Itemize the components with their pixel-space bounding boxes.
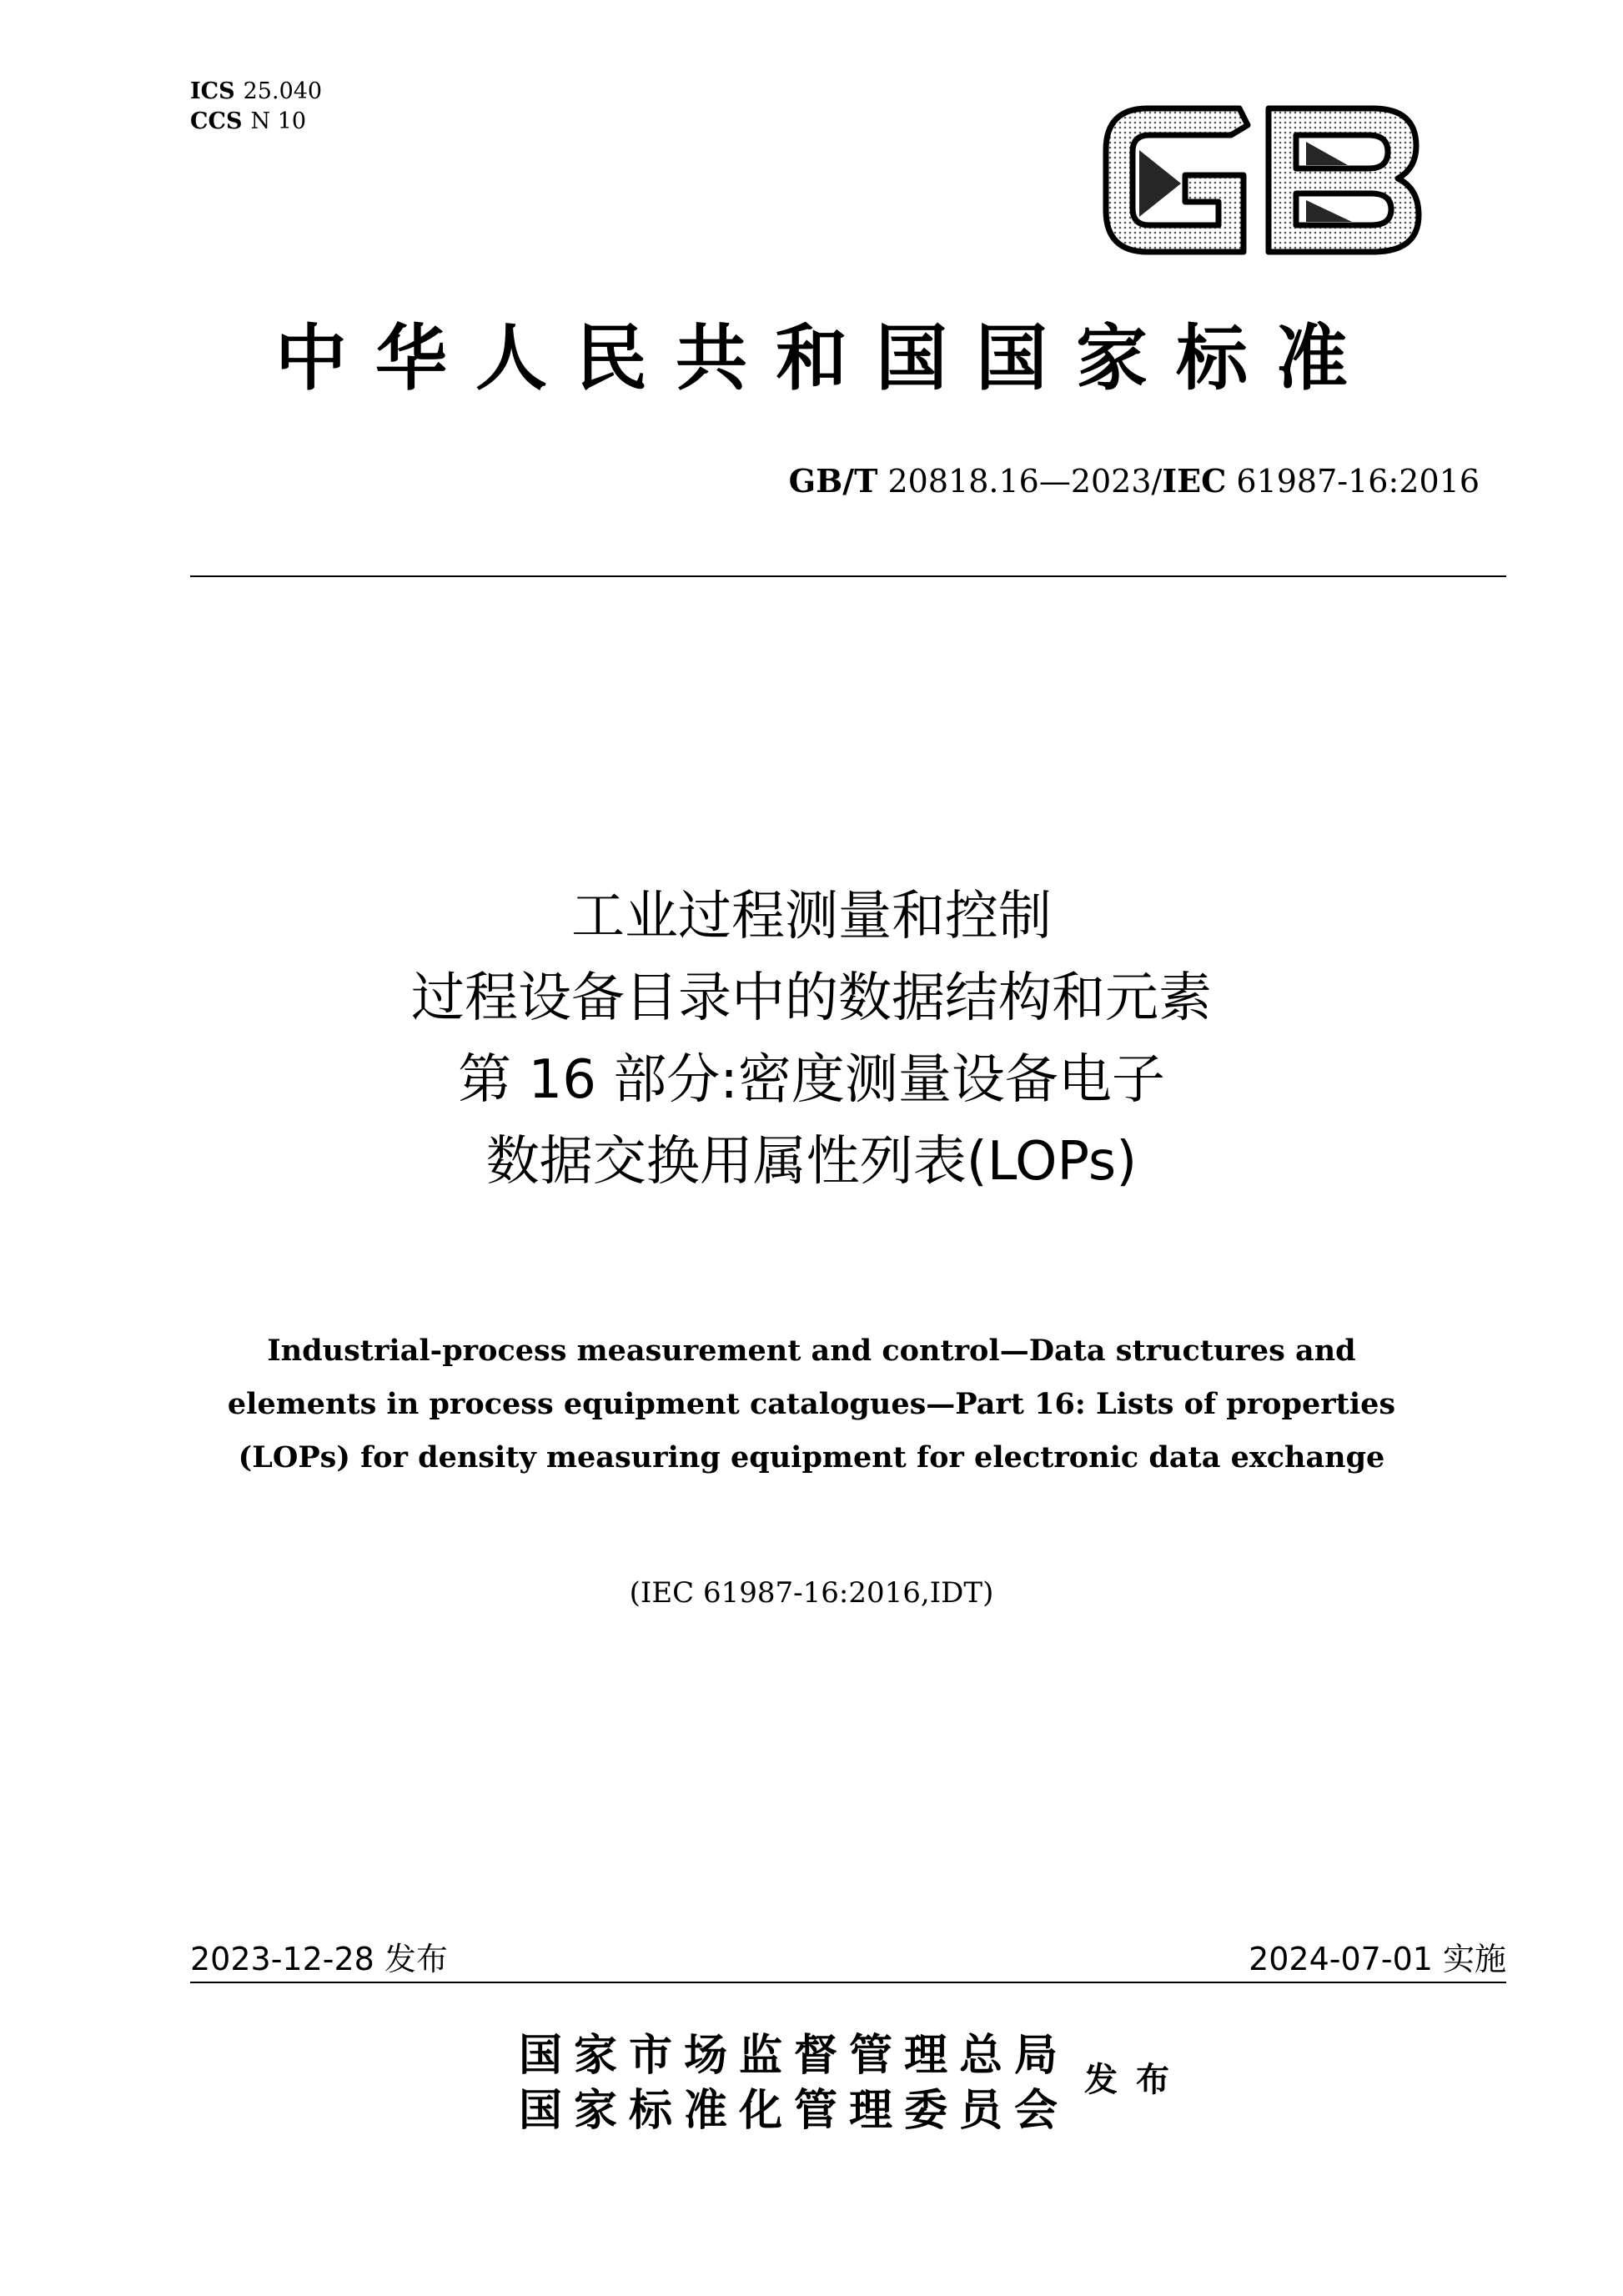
classification-block — [190, 77, 322, 137]
adoption-note: (IEC 61987-16:2016,IDT) — [629, 1576, 994, 1610]
top-divider — [190, 575, 1506, 577]
chinese-title — [0, 876, 1623, 1203]
ics-line — [190, 77, 322, 107]
bottom-divider — [190, 1982, 1506, 1983]
issuing-authorities — [519, 2028, 1069, 2138]
iec-prefix: IEC — [1162, 462, 1227, 500]
standard-title: 中华人民共和国国家标准 — [275, 316, 1376, 400]
standard-code: 20818.16—2023/ — [887, 463, 1163, 500]
issuer-name: 国家市场监督管理总局 — [519, 2030, 1070, 2081]
chinese-title-line: 第 16 部分:密度测量设备电子 — [458, 1049, 1165, 1111]
issuer-name: 国家标准化管理委员会 — [519, 2085, 1070, 2136]
ics-value: 25.040 — [243, 78, 323, 104]
standard-prefix: GB/T — [788, 462, 878, 500]
english-title-line: (LOPs) for density measuring equipment for electronic data exchange — [238, 1440, 1385, 1475]
english-title-line: Industrial-process measurement and control—Data structures and — [267, 1334, 1356, 1368]
ccs-label: CCS — [190, 108, 243, 134]
ccs-line — [190, 107, 322, 137]
ccs-value: N 10 — [250, 108, 307, 134]
implementation-date: 2024-07-01 实施 — [1249, 1941, 1506, 1977]
chinese-title-line: 数据交换用属性列表(LOPs) — [485, 1131, 1138, 1193]
issue-date: 2023-12-28 发布 — [190, 1941, 448, 1977]
standard-number — [789, 462, 1480, 500]
chinese-title-line: 工业过程测量和控制 — [571, 886, 1052, 947]
chinese-title-line: 过程设备目录中的数据结构和元素 — [411, 967, 1212, 1029]
iec-code: 61987-16:2016 — [1236, 463, 1480, 500]
gb-logo — [1098, 100, 1425, 260]
english-title-line: elements in process equipment catalogues—Part 16: Lists of properties — [227, 1387, 1396, 1421]
english-title — [0, 1324, 1623, 1485]
issued-label: 发布 — [1084, 2060, 1188, 2099]
ics-label: ICS — [190, 78, 235, 104]
